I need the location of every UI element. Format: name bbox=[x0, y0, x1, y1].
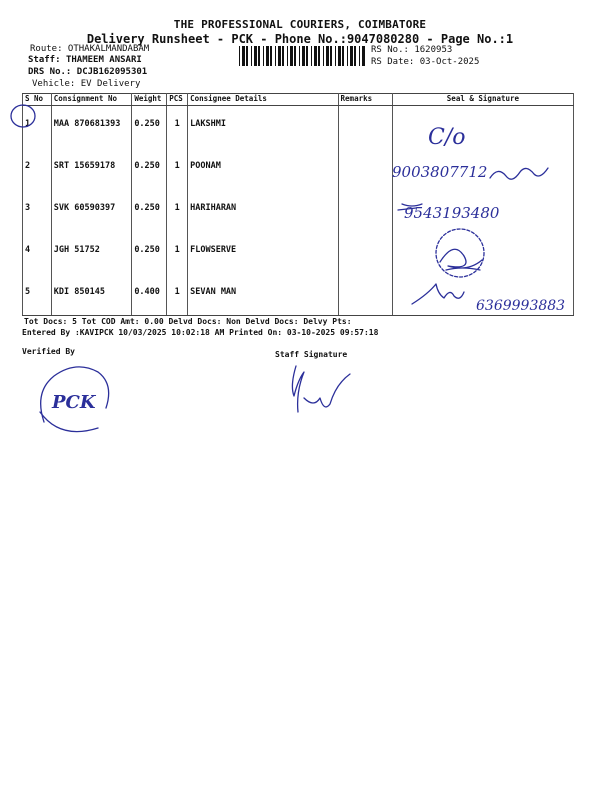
stamp-text: PCK bbox=[52, 392, 96, 413]
verified-by-label: Verified By bbox=[22, 347, 75, 356]
row-pcs: 1 bbox=[167, 106, 188, 148]
row-pcs: 1 bbox=[167, 148, 188, 190]
col-sno: S No bbox=[23, 94, 52, 106]
row-weight: 0.400 bbox=[132, 274, 167, 316]
circle-mark bbox=[11, 105, 35, 127]
row-consignee: POONAM bbox=[188, 148, 338, 190]
company-title: THE PROFESSIONAL COURIERS, COIMBATORE bbox=[173, 18, 427, 31]
runsheet-subtitle: Delivery Runsheet - PCK - Phone No.:9047080280 - Page No.:1 bbox=[86, 32, 514, 46]
handwriting-row5: 6369993883 bbox=[476, 298, 566, 314]
row-consignment: SRT 15659178 bbox=[51, 148, 132, 190]
entered-by-line: Entered By :KAVIPCK 10/03/2025 10:02:18 AM Printed On: 03-10-2025 09:57:18 bbox=[22, 328, 379, 337]
row-weight: 0.250 bbox=[132, 106, 167, 148]
row-weight: 0.250 bbox=[132, 190, 167, 232]
drs-number: DCJB162095301 bbox=[76, 67, 148, 77]
stamp-arc-bottom bbox=[40, 412, 98, 432]
row-consignment: MAA 870681393 bbox=[51, 106, 132, 148]
row-sno: 4 bbox=[23, 232, 52, 274]
handwriting-row2: 9003807712 bbox=[392, 163, 488, 181]
row-weight: 0.250 bbox=[132, 232, 167, 274]
rs-number: RS No.: 1620953 bbox=[371, 45, 453, 55]
row-consignment: JGH 51752 bbox=[51, 232, 132, 274]
staff-signature bbox=[276, 358, 366, 428]
col-pcs: PCS bbox=[167, 94, 188, 106]
route-line: Route: OTHAKALMANDABAM bbox=[30, 44, 150, 54]
row-consignee: LAKSHMI bbox=[188, 106, 338, 148]
row-consignment: SVK 60590397 bbox=[51, 190, 132, 232]
vehicle-line: Vehicle: EV Delivery bbox=[32, 79, 141, 89]
staff-signature-label: Staff Signature bbox=[275, 350, 348, 359]
row-consignee: FLOWSERVE bbox=[188, 232, 338, 274]
row-sno: 3 bbox=[23, 190, 52, 232]
row-pcs: 1 bbox=[167, 232, 188, 274]
row-sno: 1 bbox=[23, 106, 52, 148]
col-seal-signature: Seal & Signature bbox=[392, 94, 573, 106]
staff-signature-strokes bbox=[292, 366, 350, 412]
row4-signature bbox=[440, 249, 482, 270]
row-consignee: SEVAN MAN bbox=[188, 274, 338, 316]
hindi-signature bbox=[490, 168, 548, 179]
row5-signature bbox=[412, 284, 464, 304]
handwriting-row1: C/o bbox=[428, 125, 466, 150]
col-consignment: Consignment No bbox=[51, 94, 132, 106]
staff-label: Staff: bbox=[28, 55, 61, 65]
col-weight: Weight bbox=[132, 94, 167, 106]
handwriting-row3: 9543193480 bbox=[404, 204, 500, 222]
row-consignee: HARIHARAN bbox=[188, 190, 338, 232]
drs-label: DRS No.: bbox=[28, 67, 72, 77]
staff-name: THAMEEM ANSARI bbox=[65, 55, 142, 65]
row-consignment: KDI 850145 bbox=[51, 274, 132, 316]
totals-line: Tot Docs: 5 Tot COD Amt: 0.00 Delvd Docs: Non Delvd Docs: Delvy Pts: bbox=[24, 317, 352, 326]
row-pcs: 1 bbox=[167, 274, 188, 316]
row-pcs: 1 bbox=[167, 190, 188, 232]
col-consignee: Consignee Details bbox=[188, 94, 338, 106]
rs-date: RS Date: 03-Oct-2025 bbox=[371, 57, 480, 67]
row-weight: 0.250 bbox=[132, 148, 167, 190]
row-sno: 5 bbox=[23, 274, 52, 316]
row-sno: 2 bbox=[23, 148, 52, 190]
pck-stamp bbox=[30, 360, 120, 440]
col-remarks: Remarks bbox=[338, 94, 392, 106]
